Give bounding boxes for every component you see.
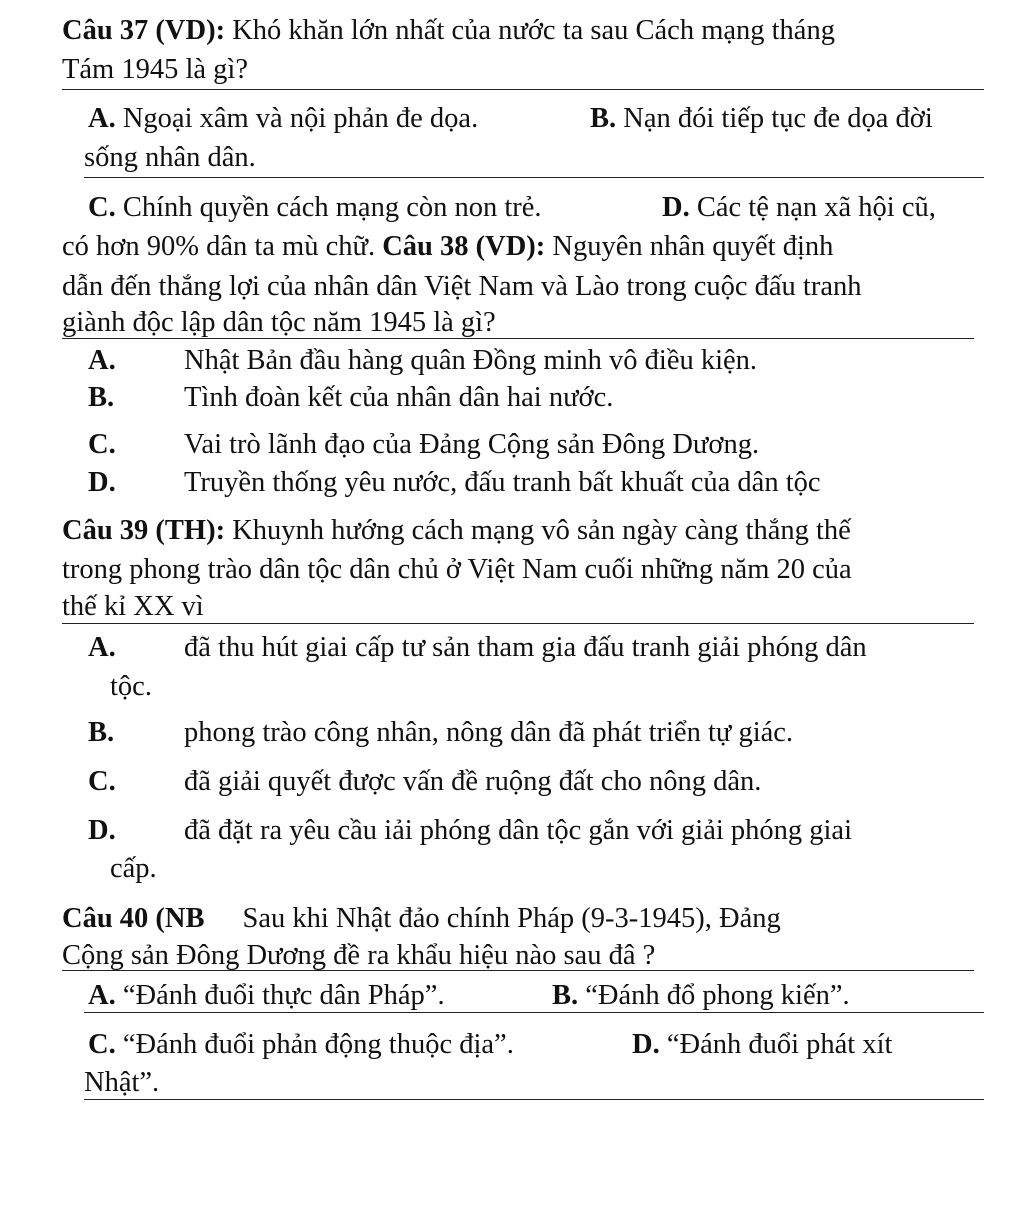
q38-option-d[interactable]: [88, 460, 821, 505]
q40-line2: Cộng sản Đông Dương đề ra khẩu hiệu nào sau đâ ?: [62, 940, 656, 971]
q37-option-c-label: C.: [88, 192, 116, 223]
q38-option-c-label: C.: [88, 429, 116, 460]
q40-option-d-cont: Nhật”.: [84, 1067, 160, 1098]
q39-option-d-cont: cấp.: [110, 853, 157, 884]
q37-text: Khó khăn lớn nhất của nước ta sau Cách mạng tháng: [225, 15, 835, 46]
q40-option-d-label: D.: [632, 1029, 660, 1060]
q40-option-a-label: A.: [88, 980, 116, 1011]
q39-option-a-cont: tộc.: [110, 671, 152, 702]
rule: [62, 89, 984, 90]
q39-option-b-text: phong trào công nhân, nông dân đã phát triển tự giác.: [184, 717, 794, 748]
q39-line2: trong phong trào dân tộc dân chủ ở Việt Nam cuối những năm 20 của: [62, 554, 852, 585]
q39-option-c-text: đã giải quyết được vấn đề ruộng đất cho nông dân.: [184, 766, 762, 797]
q38-option-d-text: Truyền thống yêu nước, đấu tranh bất khuất của dân tộc: [184, 467, 821, 498]
rule: [84, 1099, 984, 1100]
q38-option-b-text: Tình đoàn kết của nhân dân hai nước.: [184, 382, 614, 413]
q37-option-c-text: Chính quyền cách mạng còn non trẻ.: [115, 192, 542, 223]
q40-option-c-text: “Đánh đuổi phản động thuộc địa”.: [115, 1029, 514, 1060]
q40-text: Sau khi Nhật đảo chính Pháp (9-3-1945), Đảng: [242, 903, 781, 934]
q40-option-b-text: “Đánh đổ phong kiến”.: [578, 980, 850, 1011]
q38-option-b-label: B.: [88, 382, 115, 413]
q40-option-b-label: B.: [552, 980, 579, 1011]
q38-option-c-text: Vai trò lãnh đạo của Đảng Cộng sản Đông Dương.: [184, 429, 760, 460]
q37-option-a-label: A.: [88, 103, 116, 134]
q37-option-a-text: Ngoại xâm và nội phản đe dọa.: [115, 103, 479, 134]
q37-option-b-cont: sống nhân dân.: [84, 142, 256, 173]
q39-option-d-label: D.: [88, 815, 116, 846]
q39-option-c[interactable]: [88, 759, 761, 804]
q39-heading: Câu 39 (TH):: [62, 515, 226, 546]
q38-option-a-text: Nhật Bản đầu hàng quân Đồng minh vô điều kiện.: [184, 345, 758, 376]
rule: [62, 970, 974, 971]
rule: [84, 177, 984, 178]
q40-option-d-text: “Đánh đuổi phát xít: [659, 1029, 893, 1060]
q38-option-a-label: A.: [88, 345, 116, 376]
q37-line2: Tám 1945 là gì?: [62, 54, 248, 85]
q38-heading: Câu 38 (VD):: [382, 231, 546, 262]
q39-option-a-label: A.: [88, 632, 116, 663]
q38-option-d-label: D.: [88, 467, 116, 498]
rule: [62, 623, 974, 624]
q40-option-d[interactable]: [632, 1022, 892, 1067]
q39-text: Khuynh hướng cách mạng vô sản ngày càng thắng thế: [225, 515, 851, 546]
q39-option-b-label: B.: [88, 717, 115, 748]
q37-option-d-text: Các tệ nạn xã hội cũ,: [689, 192, 936, 223]
q40-heading: Câu 40 (NB: [62, 903, 205, 934]
q38-line3: giành độc lập dân tộc năm 1945 là gì?: [62, 307, 496, 338]
q40-option-c-label: C.: [88, 1029, 116, 1060]
q37-option-d-cont: có hơn 90% dân ta mù chữ.: [62, 231, 383, 262]
q39-option-a-text: đã thu hút giai cấp tư sản tham gia đấu tranh giải phóng dân: [184, 632, 867, 663]
rule: [84, 1012, 984, 1013]
q39-option-d-text: đã đặt ra yêu cầu iải phóng dân tộc gắn với giải phóng giai: [184, 815, 852, 846]
q38-line1: [62, 224, 833, 269]
q39-line3: thế kỉ XX vì: [62, 591, 204, 622]
q37-heading: Câu 37 (VD):: [62, 15, 226, 46]
q39-option-d[interactable]: [88, 808, 852, 853]
q39-option-a[interactable]: [88, 625, 867, 670]
q39-option-c-label: C.: [88, 766, 116, 797]
q38-option-b[interactable]: [88, 375, 613, 420]
q37-option-b-label: B.: [590, 103, 617, 134]
q39-option-b[interactable]: [88, 710, 793, 755]
q38-line2: dẫn đến thắng lợi của nhân dân Việt Nam và Lào trong cuộc đấu tranh: [62, 271, 862, 302]
q37-option-d-label: D.: [662, 192, 690, 223]
q37-option-b[interactable]: [590, 96, 933, 141]
q38-text: Nguyên nhân quyết định: [545, 231, 834, 262]
q37-option-b-text: Nạn đói tiếp tục đe dọa đời: [616, 103, 933, 134]
q40-option-a-text: “Đánh đuổi thực dân Pháp”.: [115, 980, 445, 1011]
